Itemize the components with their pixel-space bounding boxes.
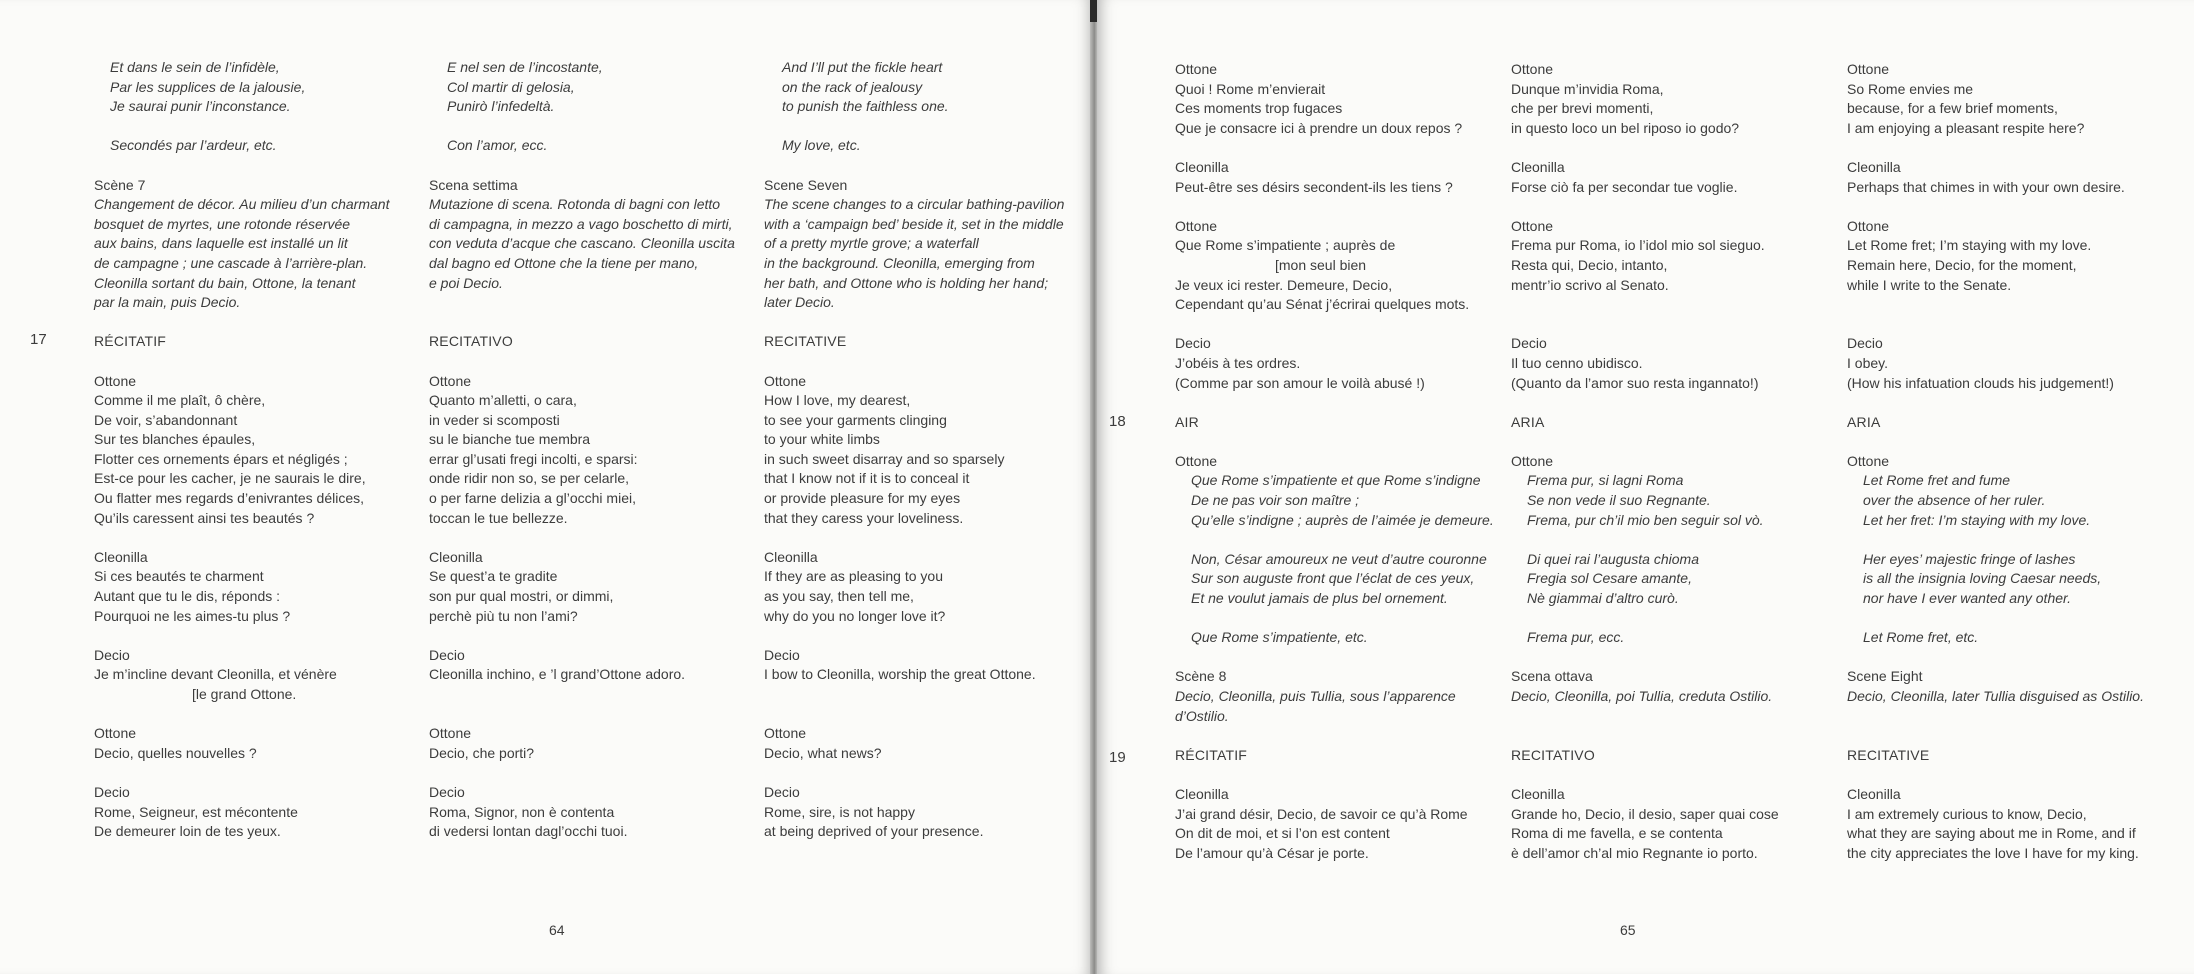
aria-line: Let Rome fret, etc. bbox=[1863, 629, 1979, 646]
speaker-name: Cleonilla bbox=[1847, 158, 1901, 175]
track-number-18: 18 bbox=[1109, 413, 1126, 430]
aria-line: Qu’elle s’indigne ; auprès de l’aimée je demeure. bbox=[1191, 511, 1494, 528]
speaker-name: Ottone bbox=[429, 725, 472, 742]
text-line: what they are saying about me in Rome, and if bbox=[1847, 825, 2136, 842]
aria-line: is all the insignia loving Caesar needs, bbox=[1863, 570, 2102, 587]
text-line: If they are as pleasing to you bbox=[764, 568, 943, 585]
stage-direction: The scene changes to a circular bathing-pavilion bbox=[764, 196, 1065, 213]
text-line: on the rack of jealousy bbox=[782, 78, 923, 95]
aria-line: Sur son auguste front que l’éclat de ces yeux, bbox=[1191, 570, 1475, 587]
speaker-name: Cleonilla bbox=[94, 548, 148, 565]
text-line: Roma, Signor, non è contenta bbox=[429, 803, 615, 820]
aria-line: Se non vede il suo Regnante. bbox=[1527, 492, 1711, 509]
scene-title: Scène 7 bbox=[94, 176, 146, 193]
text-line: Sur tes blanches épaules, bbox=[94, 431, 256, 448]
speaker-name: Cleonilla bbox=[1511, 785, 1565, 802]
stage-direction: aux bains, dans laquelle est installé un lit bbox=[94, 235, 348, 252]
text-line: Se quest’a te gradite bbox=[429, 568, 558, 585]
scene-title: Scena settima bbox=[429, 176, 518, 193]
text-line: Cleonilla inchino, e ’l grand’Ottone adoro. bbox=[429, 666, 686, 683]
text-line: in veder si scomposti bbox=[429, 411, 560, 428]
aria-line: Non, César amoureux ne veut d’autre couronne bbox=[1191, 550, 1487, 567]
stage-direction: in the background. Cleonilla, emerging from bbox=[764, 254, 1035, 271]
aria-line: Let Rome fret and fume bbox=[1863, 472, 2011, 489]
text-line: Je saurai punir l’inconstance. bbox=[110, 98, 291, 115]
right-italian-column bbox=[1511, 60, 1841, 863]
aria-line: Her eyes’ majestic fringe of lashes bbox=[1863, 550, 2076, 567]
text-line: Par les supplices de la jalousie, bbox=[110, 78, 306, 95]
text-line: Autant que tu le dis, réponds : bbox=[94, 588, 281, 605]
aria-line: Di quei rai l’augusta chioma bbox=[1527, 550, 1699, 567]
speaker-name: Ottone bbox=[1511, 217, 1554, 234]
text-line: Secondés par l’ardeur, etc. bbox=[110, 137, 277, 154]
speaker-name: Cleonilla bbox=[1511, 158, 1565, 175]
stage-direction: bosquet de myrtes, une rotonde réservée bbox=[94, 215, 351, 232]
text-line: And I’ll put the fickle heart bbox=[782, 59, 943, 75]
text-line: the city appreciates the love I have for my king. bbox=[1847, 844, 2139, 861]
aria-line: Que Rome s’impatiente, etc. bbox=[1191, 629, 1368, 646]
text-line: di vedersi lontan dagl’occhi tuoi. bbox=[429, 823, 628, 840]
speaker-name: Cleonilla bbox=[1175, 158, 1229, 175]
page-number-right: 65 bbox=[1620, 922, 1636, 938]
text-line: while I write to the Senate. bbox=[1847, 276, 2012, 293]
text-line: Si ces beautés te charment bbox=[94, 568, 264, 585]
text-line: On dit de moi, et si l’on est content bbox=[1175, 825, 1390, 842]
text-line: Remain here, Decio, for the moment, bbox=[1847, 256, 2077, 273]
text-line: Col martir di gelosia, bbox=[447, 78, 575, 95]
text-line: errar gl’usati fregi incolti, e sparsi: bbox=[429, 450, 638, 467]
aria-line: Fregia sol Cesare amante, bbox=[1527, 570, 1692, 587]
text-line: Dunque m’invidia Roma, bbox=[1511, 80, 1664, 97]
text-line: that they caress your loveliness. bbox=[764, 509, 964, 526]
section-heading: RECITATIVO bbox=[1511, 746, 1595, 763]
text-line: to see your garments clinging bbox=[764, 411, 947, 428]
stage-direction: her bath, and Ottone who is holding her hand; bbox=[764, 274, 1049, 291]
text-line: mentr’io scrivo al Senato. bbox=[1511, 276, 1669, 293]
text-line: perchè più tu non l’ami? bbox=[429, 607, 578, 624]
text-line: Cependant qu’au Sénat j’écrirai quelques mots. bbox=[1175, 296, 1470, 313]
track-number-19: 19 bbox=[1109, 749, 1126, 766]
speaker-name: Decio bbox=[764, 783, 800, 800]
text-line: I bow to Cleonilla, worship the great Ottone. bbox=[764, 666, 1036, 683]
text-line: [mon seul bien bbox=[1275, 256, 1367, 273]
speaker-name: Ottone bbox=[1175, 217, 1218, 234]
aria-line: Nè giammai d’altro curò. bbox=[1527, 590, 1679, 607]
section-heading: ARIA bbox=[1511, 413, 1545, 430]
text-line: (Comme par son amour le voilà abusé !) bbox=[1175, 374, 1425, 391]
text-line: because, for a few brief moments, bbox=[1847, 100, 2058, 117]
stage-direction: Changement de décor. Au milieu d’un charmant bbox=[94, 196, 390, 213]
scene-title: Scène 8 bbox=[1175, 668, 1227, 685]
speaker-name: Decio bbox=[429, 783, 465, 800]
text-line: Resta qui, Decio, intanto, bbox=[1511, 256, 1668, 273]
stage-direction: par la main, puis Decio. bbox=[94, 294, 241, 311]
section-heading: RECITATIVO bbox=[429, 333, 513, 350]
text-line: (Quanto da l’amor suo resta ingannato!) bbox=[1511, 374, 1759, 391]
text-line: that I know not if it is to conceal it bbox=[764, 470, 970, 487]
stage-direction: later Decio. bbox=[764, 294, 835, 311]
right-english-column bbox=[1847, 60, 2187, 863]
track-number-17: 17 bbox=[30, 331, 47, 348]
speaker-name: Decio bbox=[1175, 335, 1211, 352]
text-line: Ces moments trop fugaces bbox=[1175, 100, 1343, 117]
text-line: Decio, quelles nouvelles ? bbox=[94, 744, 257, 761]
stage-direction: Mutazione di scena. Rotonda di bagni con letto bbox=[429, 196, 721, 213]
text-line: o per farne delizia a gl’occhi miei, bbox=[429, 490, 636, 507]
stage-direction: e poi Decio. bbox=[429, 274, 503, 291]
section-heading: RECITATIVE bbox=[764, 333, 847, 350]
aria-line: Que Rome s’impatiente et que Rome s’indigne bbox=[1191, 472, 1481, 489]
section-heading: AIR bbox=[1175, 413, 1199, 430]
aria-line: De ne pas voir son maître ; bbox=[1191, 492, 1360, 509]
text-line: toccan le tue bellezze. bbox=[429, 509, 568, 526]
stage-direction: con veduta d’acque che cascano. Cleonilla uscita bbox=[429, 235, 735, 252]
text-line: How I love, my dearest, bbox=[764, 392, 911, 409]
scene-title: Scena ottava bbox=[1511, 668, 1593, 685]
speaker-name: Cleonilla bbox=[1847, 785, 1901, 802]
speaker-name: Cleonilla bbox=[429, 548, 483, 565]
text-line: De demeurer loin de tes yeux. bbox=[94, 823, 281, 840]
speaker-name: Ottone bbox=[764, 725, 807, 742]
text-line: De l’amour qu’à César je porte. bbox=[1175, 844, 1369, 861]
text-line: (How his infatuation clouds his judgement!) bbox=[1847, 374, 2114, 391]
text-line: I am extremely curious to know, Decio, bbox=[1847, 805, 2087, 822]
text-line: Qu’ils caressent ainsi tes beautés ? bbox=[94, 509, 315, 526]
stage-direction: Cleonilla sortant du bain, Ottone, la tenant bbox=[94, 274, 356, 291]
text-line: in questo loco un bel riposo io godo? bbox=[1511, 119, 1740, 136]
aria-line: Let her fret: I’m staying with my love. bbox=[1863, 511, 2091, 528]
text-line: Grande ho, Decio, il desio, saper quai cose bbox=[1511, 805, 1779, 822]
text-line: I obey. bbox=[1847, 354, 1888, 371]
text-line: Decio, what news? bbox=[764, 744, 882, 761]
speaker-name: Ottone bbox=[1175, 452, 1218, 469]
scene-title: Scene Seven bbox=[764, 176, 848, 193]
speaker-name: Ottone bbox=[1847, 61, 1890, 77]
speaker-name: Ottone bbox=[1847, 217, 1890, 234]
text-line: Pourquoi ne les aimes-tu plus ? bbox=[94, 607, 291, 624]
section-heading: ARIA bbox=[1847, 413, 1881, 430]
stage-direction: Decio, Cleonilla, later Tullia disguised as Ostilio. bbox=[1847, 688, 2144, 704]
text-line: J’ai grand désir, Decio, de savoir ce qu’à Rome bbox=[1175, 805, 1468, 822]
speaker-name: Ottone bbox=[1175, 61, 1218, 77]
text-line: Est-ce pour les cacher, je ne saurais le dire, bbox=[94, 470, 366, 487]
aria-line: Et ne voulut jamais de plus bel ornement. bbox=[1191, 590, 1448, 607]
speaker-name: Ottone bbox=[94, 725, 137, 742]
aria-line: nor have I ever wanted any other. bbox=[1863, 590, 2072, 607]
text-line: onde ridir non so, se per celarle, bbox=[429, 470, 629, 487]
text-line: Peut-être ses désirs secondent-ils les tiens ? bbox=[1175, 178, 1453, 195]
right-french-column bbox=[1175, 60, 1505, 863]
text-line: Rome, sire, is not happy bbox=[764, 803, 915, 820]
text-line: Punirò l’infedeltà. bbox=[447, 98, 555, 115]
text-line: Rome, Seigneur, est mécontente bbox=[94, 803, 298, 820]
text-line: Ou flatter mes regards d’enivrantes délices, bbox=[94, 490, 365, 507]
text-line: De voir, s’abandonnant bbox=[94, 411, 238, 428]
scene-title: Scene Eight bbox=[1847, 668, 1923, 685]
left-french-column bbox=[94, 58, 414, 842]
section-heading: RECITATIVE bbox=[1847, 746, 1930, 763]
aria-line: Frema pur, si lagni Roma bbox=[1527, 472, 1684, 489]
text-line: as you say, then tell me, bbox=[764, 588, 914, 605]
left-italian-column bbox=[429, 58, 749, 842]
speaker-name: Decio bbox=[429, 646, 465, 663]
stage-direction: of a pretty myrtle grove; a waterfall bbox=[764, 235, 979, 252]
text-line: I am enjoying a pleasant respite here? bbox=[1847, 119, 2085, 136]
text-line: Quanto m’alletti, o cara, bbox=[429, 392, 577, 409]
speaker-name: Ottone bbox=[1847, 452, 1890, 469]
text-line: Que je consacre ici à prendre un doux repos ? bbox=[1175, 119, 1463, 136]
text-line: at being deprived of your presence. bbox=[764, 823, 984, 840]
section-heading: RÉCITATIF bbox=[94, 333, 167, 350]
speaker-name: Ottone bbox=[1511, 452, 1554, 469]
text-line: Forse ciò fa per secondar tue voglie. bbox=[1511, 178, 1738, 195]
text-line: è dell’amor ch’al mio Regnante io porto. bbox=[1511, 844, 1758, 861]
section-heading: RÉCITATIF bbox=[1175, 746, 1248, 763]
speaker-name: Cleonilla bbox=[1175, 785, 1229, 802]
text-line: Quoi ! Rome m’envierait bbox=[1175, 80, 1326, 97]
aria-line: Frema, pur ch’il mio ben seguir sol vò. bbox=[1527, 511, 1764, 528]
speaker-name: Ottone bbox=[94, 372, 137, 389]
text-line: why do you no longer love it? bbox=[764, 607, 946, 624]
text-line: to your white limbs bbox=[764, 431, 880, 448]
text-line: in such sweet disarray and so sparsely bbox=[764, 450, 1005, 467]
left-english-column bbox=[764, 58, 1084, 842]
stage-direction: with a ‘campaign bed’ beside it, set in the middle bbox=[764, 215, 1064, 232]
text-line: Il tuo cenno ubidisco. bbox=[1511, 354, 1643, 371]
speaker-name: Cleonilla bbox=[764, 548, 818, 565]
text-line: Frema pur Roma, io l’idol mio sol sieguo. bbox=[1511, 237, 1765, 254]
text-line: Je veux ici rester. Demeure, Decio, bbox=[1175, 276, 1393, 293]
right-page bbox=[1097, 0, 2194, 974]
aria-line: Frema pur, ecc. bbox=[1527, 629, 1625, 646]
text-line: So Rome envies me bbox=[1847, 80, 1974, 97]
text-line: My love, etc. bbox=[782, 137, 861, 154]
stage-direction: dal bagno ed Ottone che la tiene per mano, bbox=[429, 254, 699, 271]
stage-direction: Decio, Cleonilla, poi Tullia, creduta Ostilio. bbox=[1511, 688, 1773, 704]
stage-direction: de campagne ; une cascade à l’arrière-plan. bbox=[94, 254, 368, 271]
text-line: che per brevi momenti, bbox=[1511, 100, 1654, 117]
speaker-name: Decio bbox=[94, 783, 130, 800]
text-line: J’obéis à tes ordres. bbox=[1175, 354, 1301, 371]
speaker-name: Ottone bbox=[764, 372, 807, 389]
text-line: or provide pleasure for my eyes bbox=[764, 490, 961, 507]
text-line: E nel sen de l’incostante, bbox=[447, 59, 603, 75]
speaker-name: Decio bbox=[764, 646, 800, 663]
text-line: to punish the faithless one. bbox=[782, 98, 949, 115]
speaker-name: Decio bbox=[1511, 335, 1547, 352]
page-number-left: 64 bbox=[549, 922, 565, 938]
text-line: Que Rome s’impatiente ; auprès de bbox=[1175, 237, 1396, 254]
text-line: Comme il me plaît, ô chère, bbox=[94, 392, 266, 409]
text-line: Flotter ces ornements épars et négligés ; bbox=[94, 450, 348, 467]
speaker-name: Decio bbox=[94, 646, 130, 663]
aria-line: over the absence of her ruler. bbox=[1863, 492, 2046, 509]
text-line: [le grand Ottone. bbox=[192, 686, 297, 702]
speaker-name: Ottone bbox=[1511, 61, 1554, 77]
text-line: Con l’amor, ecc. bbox=[447, 137, 548, 154]
text-line: Decio, che porti? bbox=[429, 744, 535, 761]
stage-direction: Decio, Cleonilla, puis Tullia, sous l’apparence bbox=[1175, 688, 1456, 704]
text-line: Roma di me favella, e se contenta bbox=[1511, 825, 1723, 842]
text-line: Et dans le sein de l’infidèle, bbox=[110, 59, 280, 75]
text-line: su le bianche tue membra bbox=[429, 431, 591, 448]
text-line: son pur qual mostri, or dimmi, bbox=[429, 588, 614, 605]
speaker-name: Ottone bbox=[429, 372, 472, 389]
text-line: Perhaps that chimes in with your own desire. bbox=[1847, 178, 2125, 195]
stage-direction: d’Ostilio. bbox=[1175, 707, 1229, 724]
left-page bbox=[0, 0, 1093, 974]
stage-direction: di campagna, in mezzo a vago boschetto di mirti, bbox=[429, 215, 733, 232]
speaker-name: Decio bbox=[1847, 335, 1883, 352]
text-line: Je m’incline devant Cleonilla, et vénère bbox=[94, 666, 337, 683]
text-line: Let Rome fret; I’m staying with my love. bbox=[1847, 237, 2092, 254]
